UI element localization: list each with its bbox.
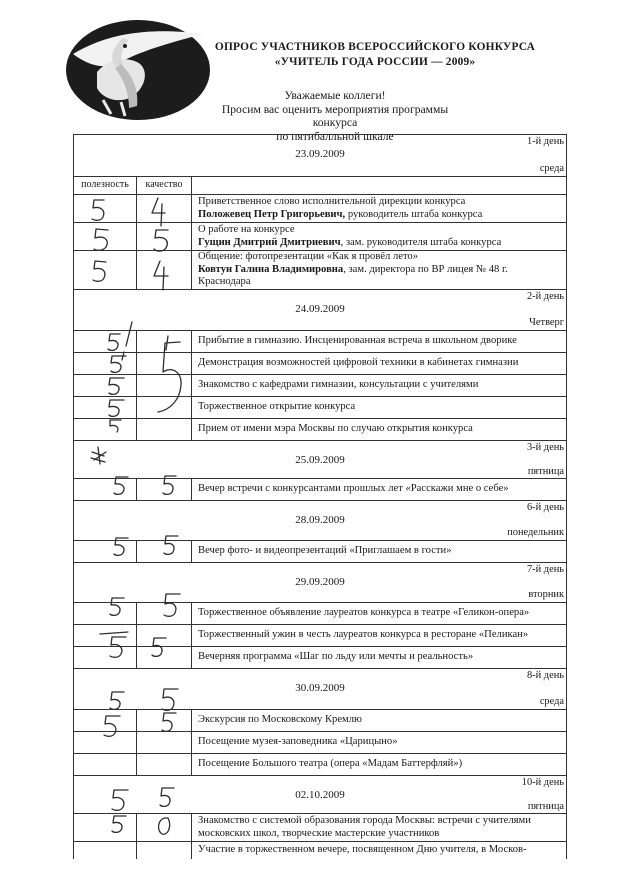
day-weekday: среда [539,696,564,707]
event-cell: Торжественное объявление лауреатов конкурса в театре «Геликон-опера» [192,603,567,625]
usefulness-rating[interactable] [74,754,137,776]
day-number: 8-й день [526,670,564,681]
usefulness-rating[interactable] [74,331,137,353]
event-row [74,603,567,625]
day-number: 3-й день [526,442,564,453]
event-cell [192,195,567,223]
quality-rating[interactable] [137,397,192,419]
quality-rating[interactable] [137,647,192,669]
usefulness-rating[interactable] [74,223,137,251]
greeting: Уважаемые коллеги! [284,89,386,102]
usefulness-rating[interactable] [74,195,137,223]
usefulness-rating[interactable] [74,397,137,419]
event-cell: Прием от имени мэра Москвы по случаю открытия конкурса [192,419,567,441]
event-text: Общение: фотопрезентации «Как я провёл лето» [198,251,419,263]
usefulness-rating[interactable] [74,842,137,859]
event-cell [192,223,567,251]
day-header [74,563,567,603]
event-role: , зам. руководителя штаба конкурса [340,236,502,248]
quality-rating[interactable] [137,195,192,223]
day-weekday: пятница [527,466,564,477]
day-weekday: Четверг [529,317,564,328]
survey-title [210,40,540,70]
quality-rating[interactable] [137,710,192,732]
event-cell: Посещение музея-заповедника «Царицыно» [192,732,567,754]
quality-rating[interactable] [137,842,192,859]
event-cell: Прибытие в гимназию. Инсценированная встреча в школьном дворике [192,331,567,353]
day-number: 7-й день [526,564,564,575]
pelican-logo [63,16,213,122]
instruction-line-1: Просим вас оценить мероприятия программы конкурса [221,102,449,129]
usefulness-rating[interactable] [74,251,137,290]
event-cell: Торжественный ужин в честь лауреатов конкурса в ресторане «Пеликан» [192,625,567,647]
event-row [74,541,567,563]
usefulness-rating[interactable] [74,647,137,669]
usefulness-rating[interactable] [74,603,137,625]
event-cell: Торжественное открытие конкурса [192,397,567,419]
event-row [74,397,567,419]
usefulness-rating[interactable] [74,814,137,842]
usefulness-rating[interactable] [74,479,137,501]
title-line-1: ОПРОС УЧАСТНИКОВ ВСЕРОССИЙСКОГО КОНКУРСА [214,41,536,53]
day-header [74,501,567,541]
day-header [74,669,567,710]
quality-rating[interactable] [137,814,192,842]
usefulness-rating[interactable] [74,732,137,754]
event-cell: Знакомство с системой образования города Москвы: встречи с учителями московских школ, творческие мастерские участников [192,814,567,842]
quality-rating[interactable] [137,479,192,501]
event-cell: Вечер фото- и видеопрезентаций «Приглашаем в гости» [192,541,567,563]
day-weekday: пятница [527,801,564,812]
event-cell: Демонстрация возможностей цифровой техники в кабинетах гимназии [192,353,567,375]
event-row [74,479,567,501]
quality-rating[interactable] [137,331,192,353]
quality-rating[interactable] [137,732,192,754]
event-row [74,842,567,859]
day-weekday: вторник [528,589,564,600]
usefulness-rating[interactable] [74,375,137,397]
event-role: , зам. директора по ВР лицея № 48 г. Краснодара [198,263,508,288]
quality-rating[interactable] [137,353,192,375]
day-date: 02.10.2009 [295,789,345,801]
event-row [74,732,567,754]
title-line-2: «УЧИТЕЛЬ ГОДА РОССИИ — 2009» [274,56,476,68]
event-cell: Вечер встречи с конкурсантами прошлых лет «Расскажи мне о себе» [192,479,567,501]
event-role: руководитель штаба конкурса [345,208,483,220]
event-header [192,177,567,195]
event-text: О работе на конкурсе [198,224,295,235]
event-cell [192,251,567,290]
event-text: Приветственное слово исполнительной дирекции конкурса [198,196,466,207]
event-person: Положевец Петр Григорьевич, [198,208,346,220]
day-date: 28.09.2009 [295,514,345,526]
day-weekday: среда [539,163,564,174]
event-row [74,195,567,223]
usefulness-rating[interactable] [74,353,137,375]
event-row [74,710,567,732]
day-weekday: понедельник [507,527,564,538]
event-row [74,419,567,441]
usefulness-rating[interactable] [74,625,137,647]
event-cell: Посещение Большого театра (опера «Мадам Баттерфляй») [192,754,567,776]
day-header [74,135,567,177]
usefulness-rating[interactable] [74,541,137,563]
event-row [74,375,567,397]
quality-rating[interactable] [137,754,192,776]
instruction-line-2: по пятибалльной шкале [276,129,394,143]
event-cell: Знакомство с кафедрами гимназии, консультации с учителями [192,375,567,397]
event-row [74,353,567,375]
event-cell: Экскурсия по Московскому Кремлю [192,710,567,732]
quality-rating[interactable] [137,625,192,647]
day-header [74,441,567,479]
usefulness-rating[interactable] [74,710,137,732]
event-cell: Вечерняя программа «Шаг по льду или мечты и реальность» [192,647,567,669]
quality-rating[interactable] [137,223,192,251]
day-number: 10-й день [521,777,564,788]
quality-rating[interactable] [137,419,192,441]
day-date: 29.09.2009 [295,576,345,588]
day-header [74,776,567,814]
column-header-row [74,177,567,195]
event-row [74,331,567,353]
event-row [74,251,567,290]
day-date: 25.09.2009 [295,454,345,466]
event-row [74,625,567,647]
day-number: 1-й день [526,136,564,147]
event-row [74,814,567,842]
quality-header: качество [137,177,192,195]
day-date: 24.09.2009 [295,303,345,315]
day-number: 2-й день [526,291,564,302]
event-row [74,754,567,776]
event-row [74,647,567,669]
usefulness-rating[interactable] [74,419,137,441]
quality-rating[interactable] [137,251,192,290]
quality-rating[interactable] [137,375,192,397]
event-person: Ковтун Галина Владимировна [198,263,344,275]
day-header [74,290,567,331]
event-cell: Участие в торжественном вечере, посвященном Дню учителя, в Москов- [192,842,567,859]
day-date: 30.09.2009 [295,682,345,694]
event-person: Гущин Дмитрий Дмитриевич [198,236,341,248]
survey-table [73,134,567,859]
day-date: 23.09.2009 [295,148,345,160]
event-row [74,223,567,251]
quality-rating[interactable] [137,603,192,625]
usefulness-header: полезность [74,177,137,195]
quality-rating[interactable] [137,541,192,563]
day-number: 6-й день [526,502,564,513]
